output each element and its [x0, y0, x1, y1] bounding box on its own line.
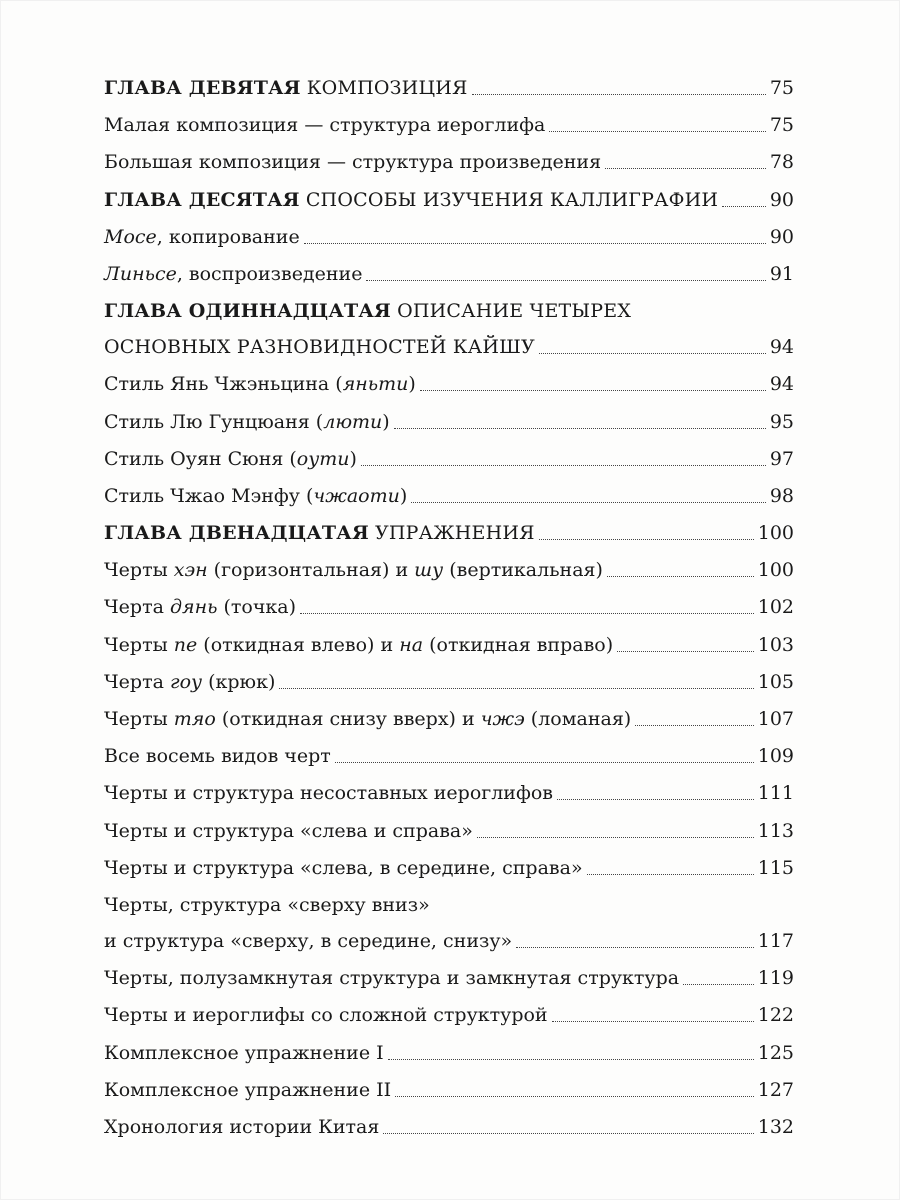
chapter-title	[104, 521, 535, 545]
section-title	[104, 1003, 548, 1027]
section-entry[interactable]	[104, 1041, 794, 1065]
title-text: (горизонтальная) и	[207, 559, 415, 582]
page-number: 102	[757, 596, 794, 619]
title-text: Малая композиция — структура иероглифа	[104, 114, 546, 137]
dot-leader	[605, 168, 766, 169]
chapter-title	[104, 188, 718, 212]
page-number: 94	[769, 336, 794, 359]
italic-term: люти	[323, 410, 383, 433]
italic-term: дянь	[169, 596, 218, 619]
section-title	[104, 595, 296, 619]
title-text: (откидная вправо)	[423, 633, 614, 656]
dot-leader	[549, 131, 765, 132]
section-entry[interactable]	[104, 595, 794, 619]
title-text: (точка)	[217, 596, 297, 619]
title-text: (откидная влево) и	[197, 633, 400, 656]
dot-leader	[472, 94, 766, 95]
chapter-title	[104, 299, 794, 323]
italic-term: Линьсе	[104, 262, 177, 285]
italic-term: оути	[296, 447, 350, 470]
dot-leader	[539, 353, 766, 354]
section-title	[104, 558, 603, 582]
page-number: 119	[757, 967, 794, 990]
title-text: Хронология истории Китая	[104, 1115, 380, 1138]
title-text: Черты	[104, 559, 174, 582]
section-title	[104, 856, 583, 880]
chapter-name: ОПИСАНИЕ ЧЕТЫРЕХ	[397, 300, 632, 323]
page-number: 100	[757, 559, 794, 582]
page-number: 100	[757, 522, 794, 545]
section-title	[104, 670, 275, 694]
italic-term: яньти	[342, 373, 409, 396]
page-number: 90	[769, 225, 794, 248]
page-number: 97	[769, 447, 794, 470]
section-title	[104, 1115, 379, 1139]
page-number: 103	[757, 633, 794, 656]
title-text: Черты, полузамкнутая структура и замкнутая структура	[104, 967, 680, 990]
section-title-continuation	[104, 929, 794, 953]
chapter-entry[interactable]	[104, 76, 794, 100]
section-title	[104, 484, 407, 508]
title-text: Черты	[104, 633, 174, 656]
section-entry[interactable]	[104, 966, 794, 990]
page-number: 75	[769, 114, 794, 137]
page-number: 75	[769, 77, 794, 99]
italic-term: гоу	[169, 670, 203, 693]
section-entry[interactable]	[104, 225, 794, 249]
section-entry[interactable]	[104, 893, 794, 953]
italic-term: чжаоти	[313, 484, 400, 507]
chapter-name-line2: ОСНОВНЫХ РАЗНОВИДНОСТЕЙ КАЙШУ	[104, 336, 535, 359]
title-text: (вертикальная)	[443, 559, 603, 582]
dot-leader	[635, 725, 754, 726]
dot-leader	[383, 1133, 753, 1134]
section-title	[104, 744, 331, 768]
title-text: , воспроизведение	[176, 262, 363, 285]
page-number: 125	[757, 1041, 794, 1064]
dot-leader	[587, 874, 754, 875]
section-entry[interactable]	[104, 781, 794, 805]
dot-leader	[722, 206, 766, 207]
section-title	[104, 447, 357, 471]
page-number: 115	[757, 856, 794, 879]
dot-leader	[395, 1096, 754, 1097]
title-text: (крюк)	[202, 670, 276, 693]
dot-leader	[607, 576, 754, 577]
page-number: 105	[757, 670, 794, 693]
chapter-title	[104, 76, 468, 100]
section-title	[104, 781, 553, 805]
title-text: )	[408, 373, 416, 396]
section-entry[interactable]	[104, 558, 794, 582]
title-text: Комплексное упражнение I	[104, 1041, 384, 1064]
section-title	[104, 225, 300, 249]
chapter-number: ГЛАВА ДЕВЯТАЯ	[104, 77, 301, 99]
dot-leader	[394, 428, 766, 429]
dot-leader	[411, 502, 766, 503]
dot-leader	[617, 651, 754, 652]
dot-leader	[552, 1021, 754, 1022]
section-entry[interactable]	[104, 744, 794, 768]
section-entry[interactable]	[104, 670, 794, 694]
italic-term: пе	[173, 633, 198, 656]
title-text: Большая композиция — структура произведения	[104, 151, 602, 174]
section-title	[104, 372, 416, 396]
page-number: 90	[769, 188, 794, 211]
title-text: Черта	[104, 596, 170, 619]
italic-term: Мосе	[104, 225, 157, 248]
page-number: 122	[757, 1004, 794, 1027]
page-number: 111	[757, 782, 794, 805]
section-entry[interactable]	[104, 113, 794, 137]
section-entry[interactable]	[104, 707, 794, 731]
dot-leader	[557, 799, 754, 800]
page-number: 95	[769, 410, 794, 433]
section-entry[interactable]	[104, 262, 794, 286]
table-of-contents	[104, 76, 794, 1152]
page-number: 78	[769, 151, 794, 174]
dot-leader	[366, 280, 765, 281]
section-title	[104, 707, 631, 731]
italic-term: шу	[414, 559, 444, 582]
title-text: (откидная снизу вверх) и	[215, 708, 481, 730]
page-number: 117	[757, 929, 794, 952]
section-entry[interactable]	[104, 410, 794, 434]
page-number: 127	[757, 1078, 794, 1101]
title-text: Стиль Чжао Мэнфу (	[104, 484, 314, 507]
section-title	[104, 410, 390, 434]
chapter-title-continuation	[104, 335, 794, 359]
dot-leader	[516, 947, 754, 948]
dot-leader	[388, 1059, 754, 1060]
page-number: 132	[757, 1115, 794, 1138]
chapter-name: СПОСОБЫ ИЗУЧЕНИЯ КАЛЛИГРАФИИ	[305, 188, 719, 211]
dot-leader	[361, 465, 766, 466]
section-entry[interactable]	[104, 447, 794, 471]
italic-term: тяо	[173, 708, 216, 730]
chapter-entry[interactable]	[104, 188, 794, 212]
section-title	[104, 262, 362, 286]
chapter-name: КОМПОЗИЦИЯ	[306, 77, 468, 99]
dot-leader	[304, 243, 766, 244]
title-text: Стиль Янь Чжэньцина (	[104, 373, 343, 396]
page-number: 109	[757, 745, 794, 768]
page-number: 91	[769, 262, 794, 285]
title-text: Черты и структура несоставных иероглифов	[104, 782, 553, 805]
title-text: )	[349, 447, 357, 470]
dot-leader	[335, 762, 754, 763]
page-number: 94	[769, 373, 794, 396]
chapter-number: ГЛАВА ДЕСЯТАЯ	[104, 188, 300, 211]
title-text: )	[399, 484, 408, 507]
section-entry[interactable]	[104, 633, 794, 657]
section-title	[104, 633, 613, 657]
section-entry[interactable]	[104, 150, 794, 174]
section-title	[104, 113, 545, 137]
section-entry[interactable]	[104, 372, 794, 396]
dot-leader	[683, 984, 754, 985]
section-entry[interactable]	[104, 856, 794, 880]
section-title	[104, 1041, 384, 1065]
chapter-number: ГЛАВА ОДИННАДЦАТАЯ	[104, 300, 392, 323]
title-text: )	[382, 410, 390, 433]
section-title: Черты, структура «сверху вниз»	[104, 893, 430, 916]
italic-term: на	[399, 633, 424, 656]
dot-leader	[420, 390, 766, 391]
section-title	[104, 150, 601, 174]
title-text: Черты	[104, 708, 174, 730]
title-text: , копирование	[156, 225, 300, 248]
section-entry[interactable]	[104, 1115, 794, 1139]
page-number: 107	[757, 708, 794, 730]
title-text: Черта	[104, 670, 170, 693]
section-entry[interactable]	[104, 1003, 794, 1027]
section-entry[interactable]	[104, 819, 794, 843]
section-title	[104, 966, 679, 990]
title-text: Все восемь видов черт	[104, 745, 331, 768]
title-text: Стиль Оуян Сюня (	[104, 447, 297, 470]
title-text: Черты и иероглифы со сложной структурой	[104, 1004, 548, 1027]
dot-leader	[300, 613, 754, 614]
section-entry[interactable]	[104, 1078, 794, 1102]
page-number: 98	[769, 484, 794, 507]
title-text: (ломаная)	[524, 708, 632, 730]
page-number: 113	[757, 819, 794, 842]
chapter-entry[interactable]	[104, 521, 794, 545]
title-text: Стиль Лю Гунцюаня (	[104, 410, 324, 433]
chapter-number: ГЛАВА ДВЕНАДЦАТАЯ	[104, 522, 369, 545]
chapter-entry[interactable]	[104, 299, 794, 359]
title-text: Черты и структура «слева, в середине, справа»	[104, 856, 583, 879]
title-text: Черты и структура «слева и справа»	[104, 819, 473, 842]
section-title	[104, 1078, 391, 1102]
section-entry[interactable]	[104, 484, 794, 508]
dot-leader	[477, 837, 754, 838]
title-text: Комплексное упражнение II	[104, 1078, 392, 1101]
italic-term: хэн	[173, 559, 208, 582]
section-title	[104, 819, 473, 843]
italic-term: чжэ	[480, 708, 525, 730]
chapter-name: УПРАЖНЕНИЯ	[374, 522, 535, 545]
dot-leader	[539, 539, 754, 540]
section-title-line2: и структура «сверху, в середине, снизу»	[104, 929, 513, 952]
dot-leader	[279, 688, 753, 689]
